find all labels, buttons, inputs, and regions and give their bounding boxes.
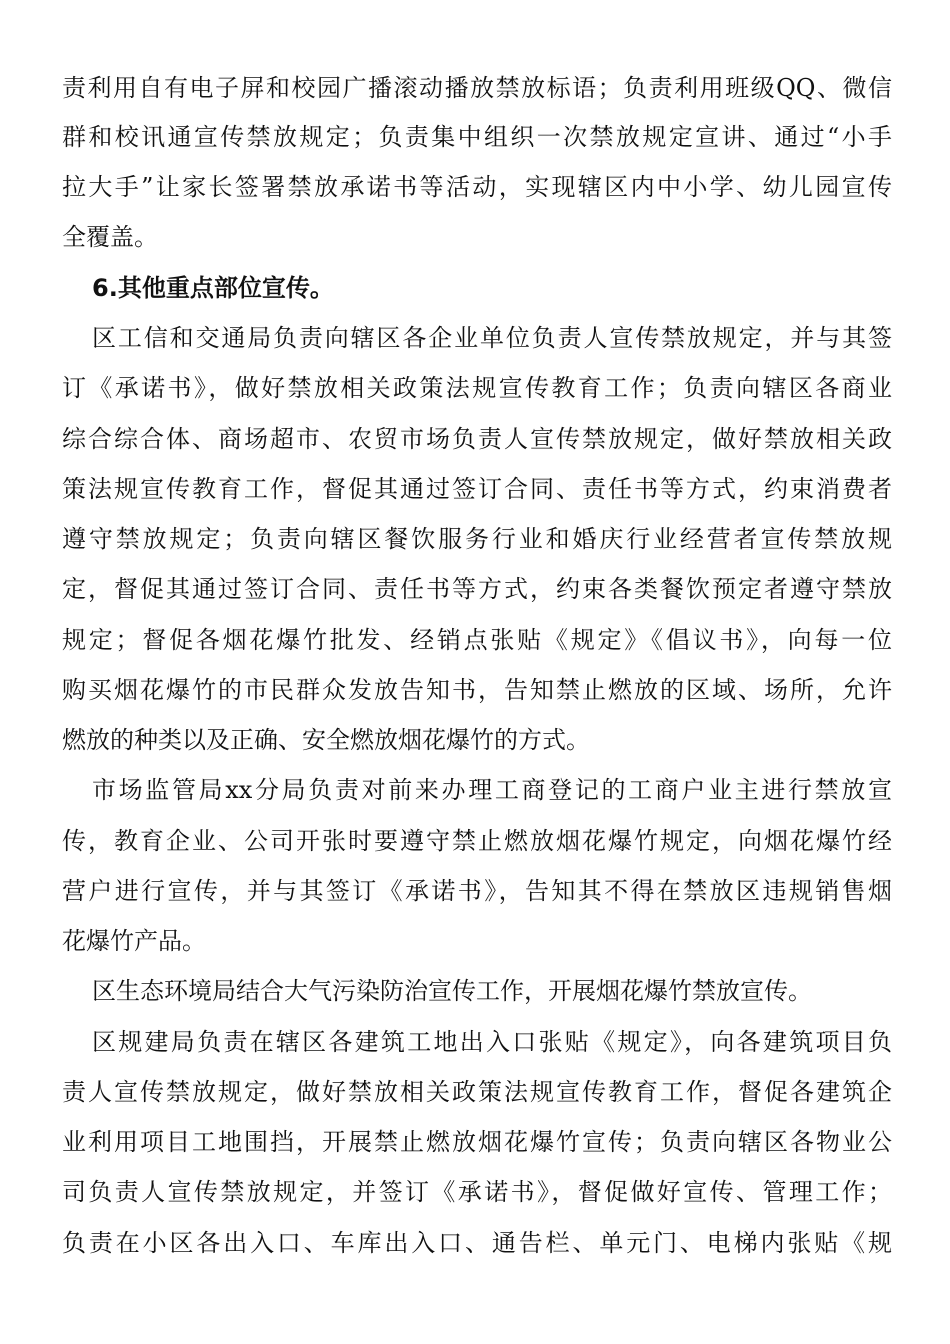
section-heading: 6.其他重点部位宣传。 [92,274,334,302]
paragraph-start-line: 区规建局负责在辖区各建筑工地出入口张贴《规定》，向各建筑项目负 [92,1028,892,1056]
text-line: 责利用自有电子屏和校园广播滚动播放禁放标语；负责利用班级QQ、微信 [62,74,892,102]
text-line: 策法规宣传教育工作，督促其通过签订合同、责任书等方式，约束消费者 [62,475,892,503]
text-line: 群和校讯通宣传禁放规定；负责集中组织一次禁放规定宣讲、通过“小手 [62,123,892,151]
text-line: 业利用项目工地围挡，开展禁止燃放烟花爆竹宣传；负责向辖区各物业公 [62,1128,892,1156]
text-line: 定，督促其通过签订合同、责任书等方式，约束各类餐饮预定者遵守禁放 [62,575,892,603]
text-line: 全覆盖。 [62,223,158,251]
text-line: 传，教育企业、公司开张时要遵守禁止燃放烟花爆竹规定，向烟花爆竹经 [62,827,892,855]
text-line: 购买烟花爆竹的市民群众发放告知书，告知禁止燃放的区域、场所，允许 [62,676,892,704]
text-line: 规定；督促各烟花爆竹批发、经销点张贴《规定》《倡议书》，向每一位 [62,626,892,654]
text-line: 订《承诺书》，做好禁放相关政策法规宣传教育工作；负责向辖区各商业 [62,374,892,402]
text-line: 遵守禁放规定；负责向辖区餐饮服务行业和婚庆行业经营者宣传禁放规 [62,525,892,553]
text-line: 拉大手”让家长签署禁放承诺书等活动，实现辖区内中小学、幼儿园宣传 [62,173,892,201]
text-line: 综合综合体、商场超市、农贸市场负责人宣传禁放规定，做好禁放相关政 [62,425,892,453]
text-line: 责人宣传禁放规定，做好禁放相关政策法规宣传教育工作，督促各建筑企 [62,1078,892,1106]
paragraph-start-line: 市场监管局xx分局负责对前来办理工商登记的工商户业主进行禁放宣 [92,776,892,804]
text-line: 负责在小区各出入口、车库出入口、通告栏、单元门、电梯内张贴《规 [62,1229,892,1257]
text-line: 花爆竹产品。 [62,927,206,955]
text-line: 营户进行宣传，并与其签订《承诺书》，告知其不得在禁放区违规销售烟 [62,877,892,905]
text-line: 司负责人宣传禁放规定，并签订《承诺书》，督促做好宣传、管理工作； [62,1178,892,1206]
paragraph-start-line: 区工信和交通局负责向辖区各企业单位负责人宣传禁放规定，并与其签 [92,324,892,352]
paragraph-start-line: 区生态环境局结合大气污染防治宣传工作，开展烟花爆竹禁放宣传。 [92,977,812,1005]
text-line: 燃放的种类以及正确、安全燃放烟花爆竹的方式。 [62,726,590,754]
